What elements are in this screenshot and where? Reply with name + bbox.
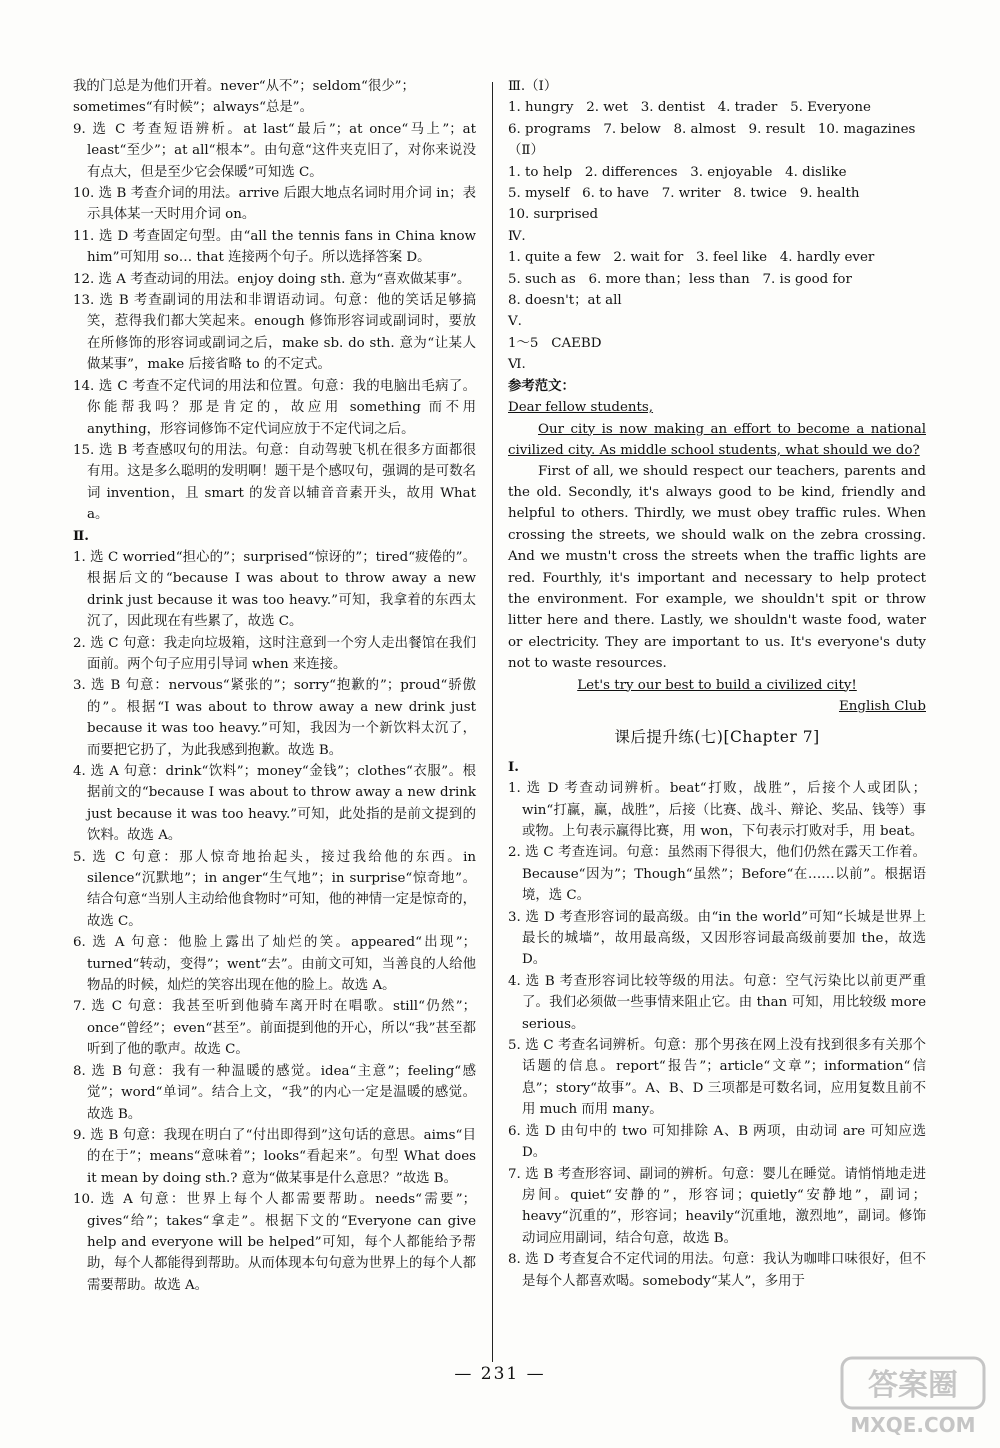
answer-item: 14. 选 C 考查不定代词的用法和位置。句意：我的电脑出毛病了。你能帮我吗？那是肯定的，故应用 something 而不用 anything，形容词修饰不定代词应放于不定代词之后。	[73, 378, 476, 437]
answer-line: Ⅴ.	[508, 314, 522, 330]
answer-line: 1. to help 2. differences 3. enjoyable 4. dislike	[508, 164, 847, 180]
model-essay	[508, 397, 926, 717]
answer-line: 参考范文：	[508, 377, 575, 394]
answer-item: 5. 选 C 考查名词辨析。句意：那个男孩在网上没有找到很多有关那个话题的信息。report“报告”；article“文章”；information“信息”；story“故事”。A、B、D 三项都是可数名词，应用复数且前不用 much 而用 many。	[508, 1038, 926, 1118]
essay-greeting: Dear fellow students,	[508, 400, 654, 416]
answer-item: Ⅱ.	[73, 527, 89, 544]
essay-closing: Let's try our best to build a civilized city!	[577, 677, 857, 693]
answer-line: 10. surprised	[508, 207, 599, 223]
essay-signature: English Club	[838, 698, 926, 714]
answer-item: 11. 选 D 考查固定句型。由“all the tennis fans in China know him”可知用 so… that 连接两个句子。所以选择答案 D。	[73, 228, 476, 266]
answer-line: 1. quite a few 2. wait for 3. feel like 4. hardly ever	[508, 250, 875, 266]
answer-line: 6. programs 7. below 8. almost 9. result 10. magazines	[508, 121, 916, 137]
answer-line: Ⅲ.（Ⅰ）	[508, 79, 558, 94]
essay-intro: Our city is now making an effort to become a national civilized city. As middle school students, what should we do?	[508, 421, 926, 458]
chapter-answers	[508, 757, 926, 1292]
answer-item: 我的门总是为他们开着。never“从不”；seldom“很少”；	[73, 79, 415, 94]
answer-item: 4. 选 A 句意：drink“饮料”；money“金钱”；clothes“衣服”。根据前文的“because I was about to throw away a new drink just because it was too heavy.”可知，此处指的是前文提到的饮料。故选 A。	[73, 764, 476, 844]
essay-body: First of all, we should respect our teachers, parents and the old. Secondly, it's always good to be kind, friendly and helpful to others. Thirdly, we must obey traffic rules. When crossing the streets, we should walk on the zebra crossing. And we mustn't cross the streets when the traffic lights are red. Fourthly, it's important and necessary to help protect the environment. For example, we shouldn't spit or throw litter here and there. Lastly, we shouldn't waste food, water or electricity. They are important to us. It's everyone's duty not to waste resources.	[508, 463, 926, 672]
answer-line: 5. myself 6. to have 7. writer 8. twice 9. health	[508, 186, 860, 202]
answer-item: 15. 选 B 考查感叹句的用法。句意：自动驾驶飞机在很多方面都很有用。这是多么聪明的发明啊！题干是个感叹句，强调的是可数名词 invention，且 smart 的发音以辅音音素开头，故用 What a。	[73, 442, 476, 523]
watermark-logo	[838, 1352, 988, 1440]
answer-item: 6. 选 A 句意：他脸上露出了灿烂的笑。appeared“出现”；turned“转动，变得”；went“去”。由前文可知，当善良的人给他物品的时候，灿烂的笑容出现在他的脸上。故选 A。	[73, 935, 476, 994]
answer-item: 2. 选 C 句意：我走向垃圾箱，这时注意到一个穷人走出餐馆在我们面前。两个句子应用引导词 when 来连接。	[73, 635, 476, 672]
right-column	[508, 76, 926, 1292]
answer-item: 6. 选 D 由句中的 two 可知排除 A、B 两项，由动词 are 可知应选 D。	[508, 1123, 926, 1161]
answer-item: 4. 选 B 考查形容词比较等级的用法。句意：空气污染比以前更严重了。我们必须做一些事情来阻止它。由 than 可知，用比较级 more serious。	[508, 973, 926, 1032]
answer-item: 12. 选 A 考查动词的用法。enjoy doing sth. 意为“喜欢做某事”。	[73, 271, 471, 287]
answer-item: 8. 选 B 句意：我有一种温暖的感觉。idea“主意”；feeling“感觉”；word“单词”。结合上文，“我”的内心一定是温暖的感觉。故选 B。	[73, 1063, 476, 1122]
answer-item: sometimes“有时候”；always“总是”。	[73, 100, 313, 116]
chapter-heading: 课后提升练(七)[Chapter 7]	[614, 728, 820, 747]
answer-item: 1. 选 C worried“担心的”；surprised“惊讶的”；tired“疲倦的”。根据后文的“because I was about to throw away a new drink just because it was too heavy.”可知，我拿着的东西太沉了，因此现在有些累了，故选 C。	[73, 549, 476, 630]
page-number: — 231 —	[454, 1364, 546, 1384]
answer-item: 10. 选 A 句意：世界上每个人都需要帮助。needs“需要”；gives“给”；takes“拿走”。根据下文的“Everyone can give help and everyone will be helped”可知，每个人都能给予帮助，每个人都能得到帮助。从而体现本句句意为世界上的每个人都需要帮助。故选 A。	[73, 1192, 476, 1293]
answer-item: 10. 选 B 考查介词的用法。arrive 后跟大地点名词时用介词 in；表示具体某一天时用介词 on。	[73, 186, 476, 223]
answer-key-sections	[508, 76, 926, 397]
watermark-url: MXQE.COM	[850, 1413, 976, 1437]
left-column	[73, 76, 476, 1296]
answer-item: 9. 选 C 考查短语辨析。at last“最后”；at once“马上”；at least“至少”；at all“根本”。由句意“这件夹克旧了，对你来说没有点大，但是至少它会保暖”可知选 C。	[73, 121, 476, 180]
answer-item: 7. 选 B 考查形容词、副词的辨析。句意：婴儿在睡觉。请悄悄地走进房间。quiet“安静的”，形容词；quietly“安静地”，副词；heavy“沉重的”，形容词；heavily“沉重地，激烈地”，副词。修饰动词应用副词，结合句意，故选 B。	[508, 1166, 926, 1246]
column-divider	[492, 82, 493, 1362]
answer-line: 5. such as 6. more than；less than 7. is good for	[508, 271, 852, 287]
answer-line: Ⅵ.	[508, 357, 526, 373]
answer-item: Ⅰ.	[508, 758, 519, 775]
answer-line: Ⅳ.	[508, 228, 526, 244]
answer-item: 1. 选 D 考查动词辨析。beat“打败，战胜”，后接个人或团队；win“打赢，赢，战胜”，后接（比赛、战斗、辩论、奖品、钱等）事或物。上句表示赢得比赛，用 won，下句表示打败对手，用 beat。	[508, 781, 926, 839]
answer-line: 1. hungry 2. wet 3. dentist 4. trader 5. Everyone	[508, 100, 871, 116]
answer-item: 9. 选 B 句意：我现在明白了“付出即得到”这句话的意思。aims“目的在于”；means“意味着”；looks“看起来”。句型 What does it mean by doing sth.? 意为“做某事是什么意思？”故选 B。	[73, 1127, 476, 1186]
watermark-text: 答案圈	[868, 1368, 958, 1403]
answer-line: （Ⅱ）	[508, 143, 544, 159]
answer-item: 3. 选 B 句意：nervous“紧张的”；sorry“抱歉的”；proud“骄傲的”。根据“I was about to throw away a new drink just because it was too heavy.”可知，我因为一个新饮料太沉了，而要把它扔了，为此我感到抱歉。故选 B。	[73, 678, 476, 758]
answer-item: 5. 选 C 句意：那人惊奇地抬起头，接过我给他的东西。in silence“沉默地”；in anger“生气地”；in surprise“惊奇地”。结合句意“当别人主动给他食物时”可知，他的神情一定是惊奇的，故选 C。	[73, 849, 476, 929]
answer-item: 8. 选 D 考查复合不定代词的用法。句意：我认为咖啡口味很好，但不是每个人都喜欢喝。somebody“某人”，多用于	[508, 1252, 926, 1289]
answer-item: 7. 选 C 句意：我甚至听到他骑车离开时在唱歌。still“仍然”；once“曾经”；even“甚至”。前面提到他的开心，所以“我”甚至都听到了他的歌声。故选 C。	[73, 999, 476, 1058]
answer-item: 3. 选 D 考查形容词的最高级。由“in the world”可知“长城是世界上最长的城墙”，故用最高级，又因形容词最高级前要加 the，故选 D。	[508, 909, 926, 968]
answer-item: 13. 选 B 考查副词的用法和非谓语动词。句意：他的笑话足够搞笑，惹得我们都大笑起来。enough 修饰形容词或副词时，要放在所修饰的形容词或副词之后，make sb. do sth. 意为“让某人做某事”，make 后接省略 to 的不定式。	[73, 293, 476, 373]
answer-line: 8. doesn't；at all	[508, 293, 622, 309]
answer-item: 2. 选 C 考查连词。句意：虽然雨下得很大，他们仍然在露天工作着。Because“因为”；Though“虽然”；Before“在……以前”。根据语境，选 C。	[508, 845, 926, 904]
answer-line: 1～5 CAEBD	[508, 335, 602, 351]
